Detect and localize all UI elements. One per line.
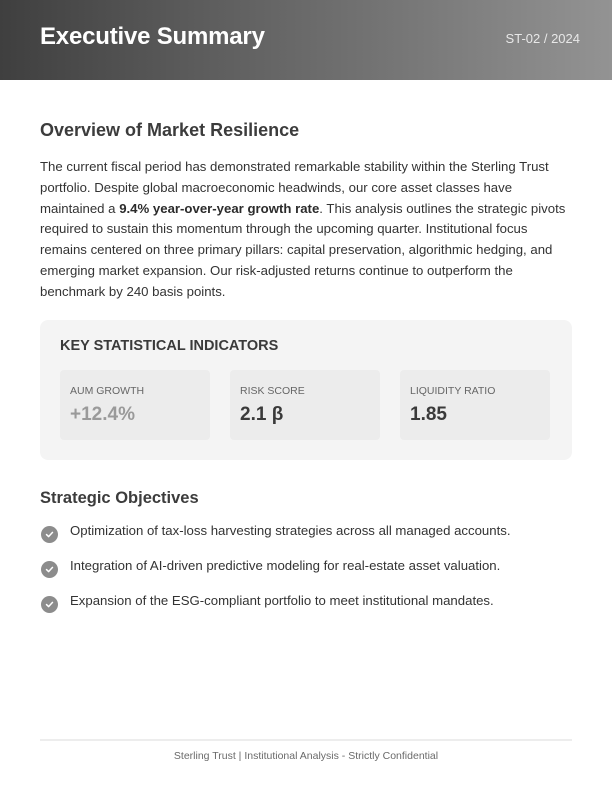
stat-label: LIQUIDITY RATIO (410, 385, 496, 397)
overview-text-end: . This analysis outlines the strategic pivots required to sustain this momentum through the upcoming quarter. Institutional focus remains centered on three primary pillars: capital preservation, algorithmic hedging, and emerging market expansion. Our risk-adjusted returns continue to outperform the benchmark by 240 basis points. (40, 200, 566, 299)
check-circle-icon (41, 526, 58, 543)
header-banner (0, 0, 612, 80)
objectives-heading: Strategic Objectives (40, 489, 199, 507)
footer-text: Sterling Trust | Institutional Analysis - Strictly Confidential (173, 750, 439, 762)
document-code: ST-02 / 2024 (505, 31, 580, 46)
key-indicators-panel (40, 320, 572, 460)
page-title: Executive Summary (40, 23, 265, 50)
overview-paragraph (40, 157, 572, 303)
check-circle-icon (41, 561, 58, 578)
stat-value: 2.1 β (240, 404, 284, 425)
stat-card-aum-growth (60, 370, 210, 440)
stat-card-liquidity-ratio (400, 370, 550, 440)
objective-item (40, 558, 572, 580)
overview-text-start: The current fiscal period has demonstrated remarkable stability within the Sterling Trust portfolio. Despite global macroeconomic headwinds, our core asset classes have maintained a (40, 159, 549, 216)
objective-text: Integration of AI-driven predictive modeling for real-estate asset valuation. (70, 558, 501, 573)
stat-label: AUM GROWTH (70, 385, 145, 397)
objective-item (40, 523, 572, 545)
objective-text: Optimization of tax-loss harvesting strategies across all managed accounts. (70, 523, 511, 538)
overview-highlight: 9.4% year-over-year growth rate (119, 200, 320, 216)
overview-heading: Overview of Market Resilience (40, 120, 300, 140)
stat-value: +12.4% (70, 404, 135, 425)
stat-card-risk-score (230, 370, 380, 440)
stat-label: RISK SCORE (240, 385, 305, 397)
stat-value: 1.85 (410, 404, 447, 425)
key-indicators-heading: KEY STATISTICAL INDICATORS (60, 338, 279, 354)
objective-text: Expansion of the ESG-compliant portfolio to meet institutional mandates. (70, 593, 494, 608)
objective-item (40, 593, 572, 615)
footer-divider (40, 739, 572, 741)
check-circle-icon (41, 596, 58, 613)
